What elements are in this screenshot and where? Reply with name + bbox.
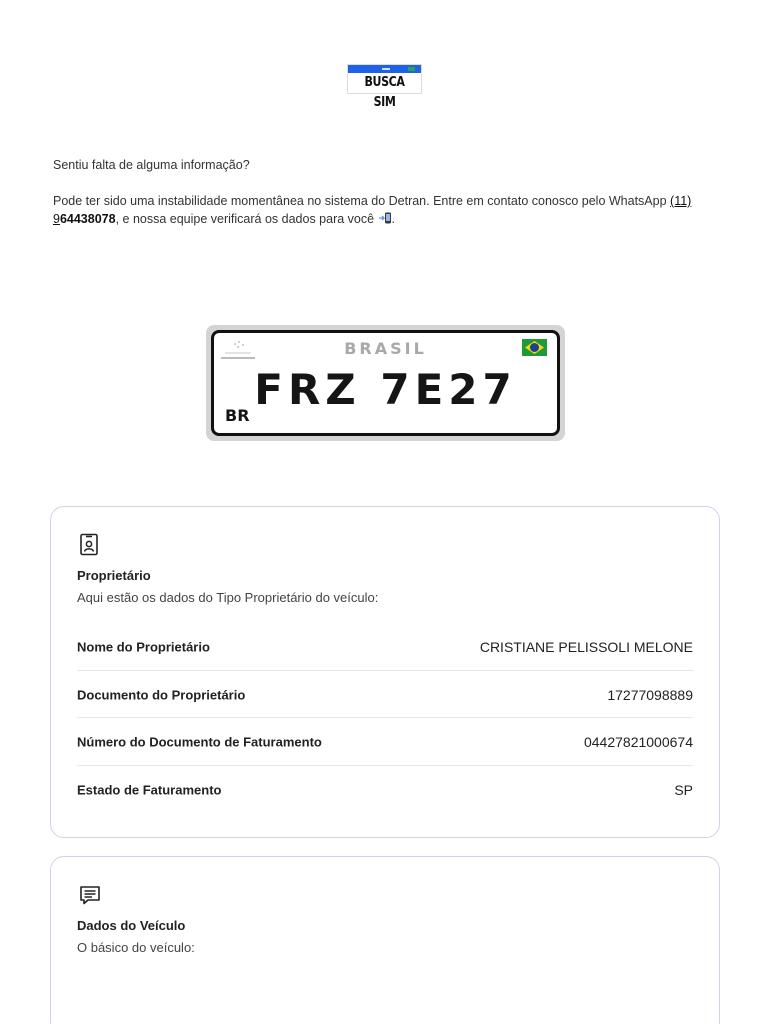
owner-card-subtitle: Aqui estão os dados do Tipo Proprietário do veículo: <box>77 590 379 605</box>
busca-sim-logo <box>347 64 422 110</box>
vehicle-card-title: Dados do Veículo <box>77 918 186 933</box>
plate-country-code: BR <box>225 406 250 425</box>
owner-card <box>50 506 720 838</box>
message-text-before: Pode ter sido uma instabilidade momentânea no sistema do Detran. Entre em contato conosco pelo WhatsApp <box>53 194 671 208</box>
license-plate <box>206 325 565 441</box>
message-end-period: . <box>391 212 396 226</box>
message-text-after: , e nossa equipe verificará os dados para você <box>115 212 378 226</box>
owner-document-value: 17277098889 <box>607 686 693 703</box>
whatsapp-phone-link[interactable]: (11) 9 <box>53 194 692 226</box>
flag-globe <box>530 343 539 352</box>
detran-instability-message <box>53 192 723 228</box>
plate-number: FRZ 7E27 <box>254 365 517 414</box>
billing-state-value: SP <box>674 781 693 798</box>
missing-info-question: Sentiu falta de alguma informação? <box>53 158 250 172</box>
vehicle-card-subtitle: O básico do veículo: <box>77 940 195 955</box>
owner-name-row <box>77 623 693 671</box>
billing-state-label: Estado de Faturamento <box>77 782 222 797</box>
billing-document-row <box>77 718 693 766</box>
owner-details-list <box>77 623 693 813</box>
logo-text: BUSCA SIM <box>364 75 405 110</box>
owner-name-label: Nome do Proprietário <box>77 639 210 655</box>
plate-face <box>211 330 560 436</box>
logo-banner <box>348 65 421 73</box>
id-badge-icon <box>79 533 101 557</box>
owner-document-row <box>77 671 693 719</box>
logo-flag-icon <box>408 67 415 71</box>
logo-mercosul-mark <box>382 68 390 70</box>
owner-document-label: Documento do Proprietário <box>77 687 246 702</box>
brazil-flag-icon <box>522 339 547 356</box>
billing-document-label: Número do Documento de Faturamento <box>77 734 322 750</box>
whatsapp-phone-rest[interactable]: 64438078 <box>59 212 116 226</box>
owner-name-value: CRISTIANE PELISSOLI MELONE <box>479 639 693 655</box>
billing-state-row <box>77 766 693 814</box>
receipt-icon <box>79 883 101 907</box>
plate-country: BRASIL <box>344 339 427 358</box>
billing-document-value: 04427821000674 <box>583 734 693 750</box>
owner-card-title: Proprietário <box>77 568 151 583</box>
mobile-phone-arrow-icon <box>378 212 392 224</box>
vehicle-card <box>50 856 720 1024</box>
